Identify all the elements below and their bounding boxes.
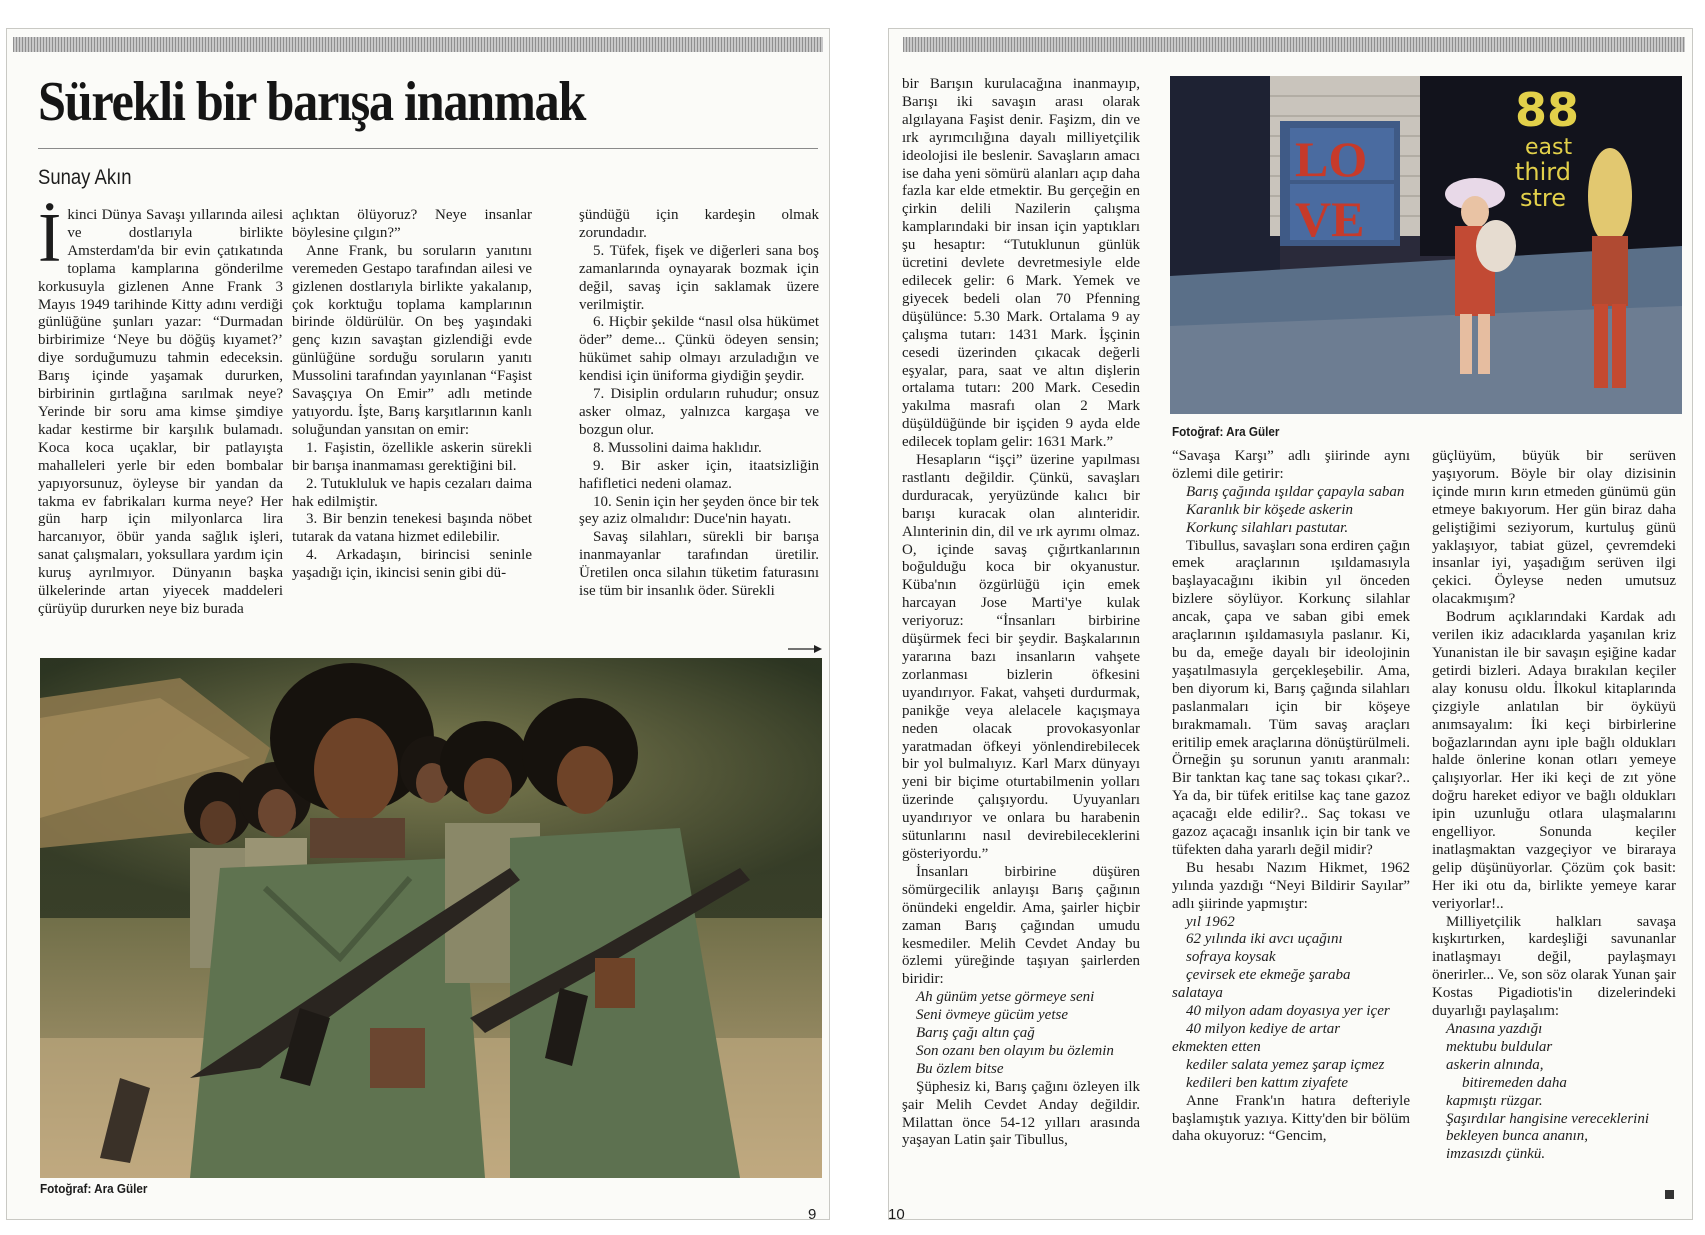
article-column-1 xyxy=(38,200,283,619)
article-paragraph: güçlüyüm, büyük bir serüven yaşıyorum. Böyle bir olay dizisinin içinde mırın kırın etmeden günümü gün etmeye bakıyorum. Her gün biraz daha geliştiğimi seziyorum, kurtuluş günü yaklaşıyor, tabiat güzel, çevremdeki insanlar iyi, yaşadığım serüven ilgi çekici. Öyleyse neden umutsuz olacakmışım? xyxy=(1432,448,1676,608)
article-paragraph: 7. Disiplin orduların ruhudur; onsuz asker olmaz, yalnızca kargaşa ve bozgun olur. xyxy=(579,386,819,438)
article-paragraph: açlıktan ölüyoruz? Neye insanlar böylesine çılgın?” xyxy=(292,207,532,241)
article-paragraph: 2. Tutukluluk ve hapis cezaları daima hak edilmiştir. xyxy=(292,475,532,510)
poem-line: Seni övmeye gücüm yetse xyxy=(916,1007,1069,1024)
poem-line: Ah günüm yetse görmeye seni xyxy=(916,989,1095,1006)
article-title: Sürekli bir barışa inanmak xyxy=(38,71,586,133)
poem-line: sofraya koysak xyxy=(1186,949,1276,966)
poem-line: askerin alnında, xyxy=(1446,1056,1544,1073)
article-column-5 xyxy=(1172,448,1410,1146)
article-paragraph: 8. Mussolini daima haklıdır. xyxy=(593,439,762,456)
article-paragraph: İnsanları birbirine düşüren sömürgecilik anlayışı Barış çağının önündeki engeldir. Ama, şairler hiçbir zaman Barış çağından umudu kesmediler. Melih Cevdet Anday bu özlemi yüreğinde taşıyan şairlerden biridir: xyxy=(902,863,1140,988)
poem-line: Son ozanı ben olayım bu özlemin xyxy=(916,1042,1114,1059)
poem-line: Barış çağında ışıldar çapayla saban xyxy=(1186,483,1405,500)
photo-caption: Fotoğraf: Ara Güler xyxy=(1172,424,1280,439)
title-rule xyxy=(38,148,818,149)
header-band xyxy=(13,37,823,52)
poem-line: kedileri ben kattım ziyafete xyxy=(1186,1074,1349,1091)
header-band xyxy=(903,37,1685,52)
poem-line: salataya xyxy=(1172,985,1223,1002)
article-column-3 xyxy=(579,207,819,601)
page-number: 10 xyxy=(888,1206,905,1223)
article-column-2 xyxy=(292,207,532,583)
article-paragraph: şündüğü için kardeşin olmak zorundadır. xyxy=(579,207,819,241)
article-paragraph: kinci Dünya Savaşı yıllarında ailesi ve dostlarıyla birlikte Amsterdam'da bir evin çatıkatında toplama kamplarına gönderilme korkusuyla gizlenen Anne Frank 3 Mayıs 1949 tarihinde Kitty adını verdiği günlüğüne şunları yazar: “Durmadan birbirimize ‘Neye bu döğüş kıyamet?’ diye sorduğumuzu tahmin edeceksin. Barış içinde yaşamak dururken, birbirinin gırtlağına sarılmak neye? Yerinde bir soru ama kimse şimdiye kadar kestirme bir karşılık bulamadı. Koca koca uçaklar, bir patlayışta mahalleleri yerle bir eden bombalar yapıyorsunuz, öyleyse bir yandan da takma ev fabrikaları kurma neye? Her gün harp için milyonlarca lira harcanıyor, öbür yanda sağlık işleri, sanat çalışmaları, yoksullara yardım için kuruş ayrılmıyor. Dünyanın başka ülkelerinde artan yiyecek maddeleri çürüyüp dururken neye biz burada xyxy=(38,207,283,617)
article-paragraph: “Savaşa Karşı” adlı şiirinde aynı özlemi dile getirir: xyxy=(1172,448,1410,482)
street-name-line-3: stre xyxy=(1520,184,1567,212)
article-paragraph: 9. Bir asker için, itaatsizliğin hafifletici nedeni olamaz. xyxy=(579,457,819,492)
article-paragraph: Savaş silahları, sürekli bir barışa inanmayanlar tarafından üretilir. Üretilen onca silahın tüketim faturasını ise tüm bir insanlık öder. Sürekli xyxy=(579,529,819,600)
article-paragraph: 6. Hiçbir şekilde “nasıl olsa hükümet öder” deme... Çünkü ödeyen sensin; hükümet sahip olmayı arzuladığın ve kendisi için üniforma giydiğin şeydir. xyxy=(579,314,819,385)
soldiers-photo xyxy=(40,658,822,1178)
page-number: 9 xyxy=(808,1206,817,1223)
article-paragraph: 4. Arkadaşın, birincisi seninle yaşadığı için, ikincisi senin gibi dü- xyxy=(292,547,532,582)
poem-line: bitiremeden daha xyxy=(1462,1074,1567,1091)
article-paragraph: Bu hesabı Nazım Hikmet, 1962 yılında yazdığı “Neyi Bildirir Sayılar” adlı şiirinde yapmıştır: xyxy=(1172,859,1410,912)
poem-line: 40 milyon kediye de artar xyxy=(1186,1021,1341,1037)
article-paragraph: Tibullus, savaşları sona erdiren çağın emek araçlarının ışıldamasıyla başlayacağını ikibin yıl önceden bizlere söylüyor. Korkunç silahlar ancak, çapa ve saban gibi emek araçlarının ışıldamasıyla paslanır. Ki, bu da, emeğe dayalı bir ideolojinin yaşatılmasıyla gerçekleşebilir. Ama, ben diyorum ki, Barış çağında silahları paslanmaları için bir köşeye bırakmamalı. Tüm savaş araçları eritilip emek araçlarına dönüştürülmeli. Örneğin şu sorunun yanıtı aranmalı: Bir tanktan kaç tane saç tokası çıkar?.. Ya da, bir tüfek eritilse kaç tane gazoz açacağı elde edilir?.. Saç tokası ve gazoz açacağı insanlık için bir tank ve tüfekten daha yararlı değil midir? xyxy=(1172,537,1410,858)
article-paragraph: 5. Tüfek, fişek ve diğerleri sana boş zamanlarında oynayarak bozmak için değil, savaş için saklamak üzere verilmiştir. xyxy=(579,242,819,313)
article-paragraph: Şüphesiz ki, Barış çağını özleyen ilk şair Melih Cevdet Anday değildir. Milattan önce 54-12 yılları arasında yaşayan Latin şair Tibullus, xyxy=(902,1078,1140,1149)
article-paragraph: Bodrum açıklarındaki Kardak adı verilen ikiz adacıklarda yaşanılan kriz Yunanistan ile bir savaşın eşiğine kadar getirdi bizleri. Adaya bırakılan keçiler alay konusu oldu. İlkokul kitaplarında çizgiyle anlatılan bir öyküyü anımsayalım: İki keçi birbirlerine boğazlarından aynı iple bağlı oldukları halde önlerine konan otları yemeye çalışıyorlar. Her iki keçi de zıt yöne doğru hareket ediyor ve bağlı oldukları ipin uzunluğu otlara ulaşmalarını engelliyor. Sonunda keçiler inatlaşmaktan vazgeçiyor ve biraraya gelip düşünüyorlar. Çözüm çok basit: Her iki otu da, birlikte yemeye karar veriyorlar!.. xyxy=(1432,609,1676,912)
poem-line: kediler salata yemez şarap içmez xyxy=(1186,1056,1385,1073)
drop-cap: İ xyxy=(38,200,62,277)
article-paragraph: 3. Bir benzin tenekesi başında nöbet tutarak da vatana hizmet edilebilir. xyxy=(292,511,532,546)
love-letters-top: LO xyxy=(1295,131,1368,187)
street-photo xyxy=(1170,76,1682,414)
poem-line: Barış çağı altın çağ xyxy=(916,1025,1035,1042)
article-paragraph: Anne Frank'ın hatıra defteriyle başlamıştık yazıya. Kitty'den bir bölüm daha okuyoruz: “Gencim, xyxy=(1172,1092,1410,1145)
poem-line: Korkunç silahları pastutar. xyxy=(1186,519,1349,536)
poem-line: 40 milyon adam doyasıya yer içer xyxy=(1186,1003,1390,1020)
poem-line: Anasına yazdığı xyxy=(1446,1021,1543,1037)
street-name-line-2: third xyxy=(1515,158,1571,186)
poem-line: imzasızdı çünkü. xyxy=(1446,1146,1546,1163)
end-mark-icon xyxy=(1665,1190,1674,1199)
poem-line: Karanlık bir köşede askerin xyxy=(1186,501,1354,518)
author-name: Sunay Akın xyxy=(38,166,132,189)
article-paragraph: Milliyetçilik halkları savaşa kışkırtırken, kardeşliği savunanlar inatlaşmayı değil, paylaşmayı önerirler... Ve, son söz olarak Yunan şair Kostas Pigadiotis'in dizelerindeki duyarlığı paylaşalım: xyxy=(1432,913,1676,1020)
article-paragraph: Anne Frank, bu soruların yanıtını veremeden Gestapo tarafından ailesi ve gizlenen dostlarıyla birlikte yakalanıp, çok korktuğu toplama kamplarının birinde öldürülür. On beş yaşındaki genç kızın savaştan gizlendiği evde günlüğüne sorduğu soruların yanıtı Mussolini tarafından yayınlanan “Faşist Savaşçıya On Emir” adlı metinde yatıyordu. İşte, Barış karşıtlarının kanlı soluğundan yansıtan on emir: xyxy=(292,242,532,438)
poem-line: ekmekten etten xyxy=(1172,1038,1261,1055)
street-name-line-1: east xyxy=(1525,135,1573,160)
article-paragraph: 1. Faşistin, özellikle askerin sürekli bir barışa inanmaması gerektiğini bil. xyxy=(292,439,532,474)
poem-line: Şaşırdılar hangisine vereceklerini xyxy=(1446,1110,1650,1127)
poem-line: 62 yılında iki avcı uçağını xyxy=(1186,931,1343,948)
article-paragraph: 10. Senin için her şeyden önce bir tek şey aziz olmalıdır: Duce'nin hayatı. xyxy=(579,493,819,528)
street-number: 88 xyxy=(1515,83,1580,137)
continue-arrow-icon xyxy=(788,644,822,654)
article-paragraph: Hesapların “işçi” üzerine yapılması rastlantı değildir. Çünkü, savaşları durduracak, yeryüzünde kalıcı bir barışı kuracak olan alınteridir. Alınterinin din, dil ve ırk ayrımı olmaz. O, içinde savaş çığırtkanlarının boğulduğu koca bir okyanustur. Küba'nın özgürlüğü için emek harcayan Jose Marti'ye kulak veriyoruz: “İnsanları birbirine düşürmek feci bir şeydir. Başkalarının yararına bazı insanların vahşete zorlanması bizlerin öfkesini uyandırıyor. Fakat, vahşeti durdurmak, panikğe veya alelacele kaçışmaya neden olacak provokasyonlar yaratmadan öfkeyi yönlendirebilecek bir yol bulmalıyız. Karl Marx dünyayı yeni bir biçime oturtabilmenin yolları üzerinde çalışıyordu. Uyuyanları uyandırıyor ve onlara bu harabenin sütunlarını nasıl devirebileceklerini gösteriyordu.” xyxy=(902,452,1140,862)
article-paragraph: bir Barışın kurulacağına inanmayıp, Barışı iki savaşın arası olarak algılayana Faşist denir. Faşizm, din ve ırk ayrımcılığına dayalı milliyetçilik ideolojisi ile beslenir. Savaşların amacı ise daha yeni sömürü alanları açıp daha fazla kar elde etmektir. Bu gerçeğin en çirkin delili Nazilerin çalışma kamplarındaki bir insan için yaptıkları şu hesaptır: “Tutuklunun günlük ücretini devlete devretmesiyle elde edilecek gelir: 6 Mark. Yemek ve giyecek bedeli olan 70 Pfenning düşülünce: 5.30 Mark. Ortalama 9 ay çalışma tutarı: 1431 Mark. İşçinin cesedi üzerinden çıkacak değerli eşyalar, para, saat ve altın dişlerin ortalama tutarı: 200 Mark. Cesedin yakılma masrafı olan 2 Mark düşüldüğünde bir işçiden 9 ayda elde edilecek toplam gelir: 1631 Mark.” xyxy=(902,76,1140,451)
photo-caption: Fotoğraf: Ara Güler xyxy=(40,1181,148,1196)
poem-line: bekleyen bunca ananın, xyxy=(1446,1128,1589,1145)
article-column-4 xyxy=(902,76,1140,1150)
poem-line: kapmıştı rüzgar. xyxy=(1446,1092,1543,1109)
love-letters-bottom: VE xyxy=(1295,191,1365,247)
poem-line: çevirsek ete ekmeğe şaraba xyxy=(1186,967,1351,984)
poem-line: mektubu buldular xyxy=(1446,1038,1553,1055)
poem-line: Bu özlem bitse xyxy=(916,1060,1004,1077)
poem-line: yıl 1962 xyxy=(1186,913,1235,930)
article-column-6 xyxy=(1432,448,1676,1164)
